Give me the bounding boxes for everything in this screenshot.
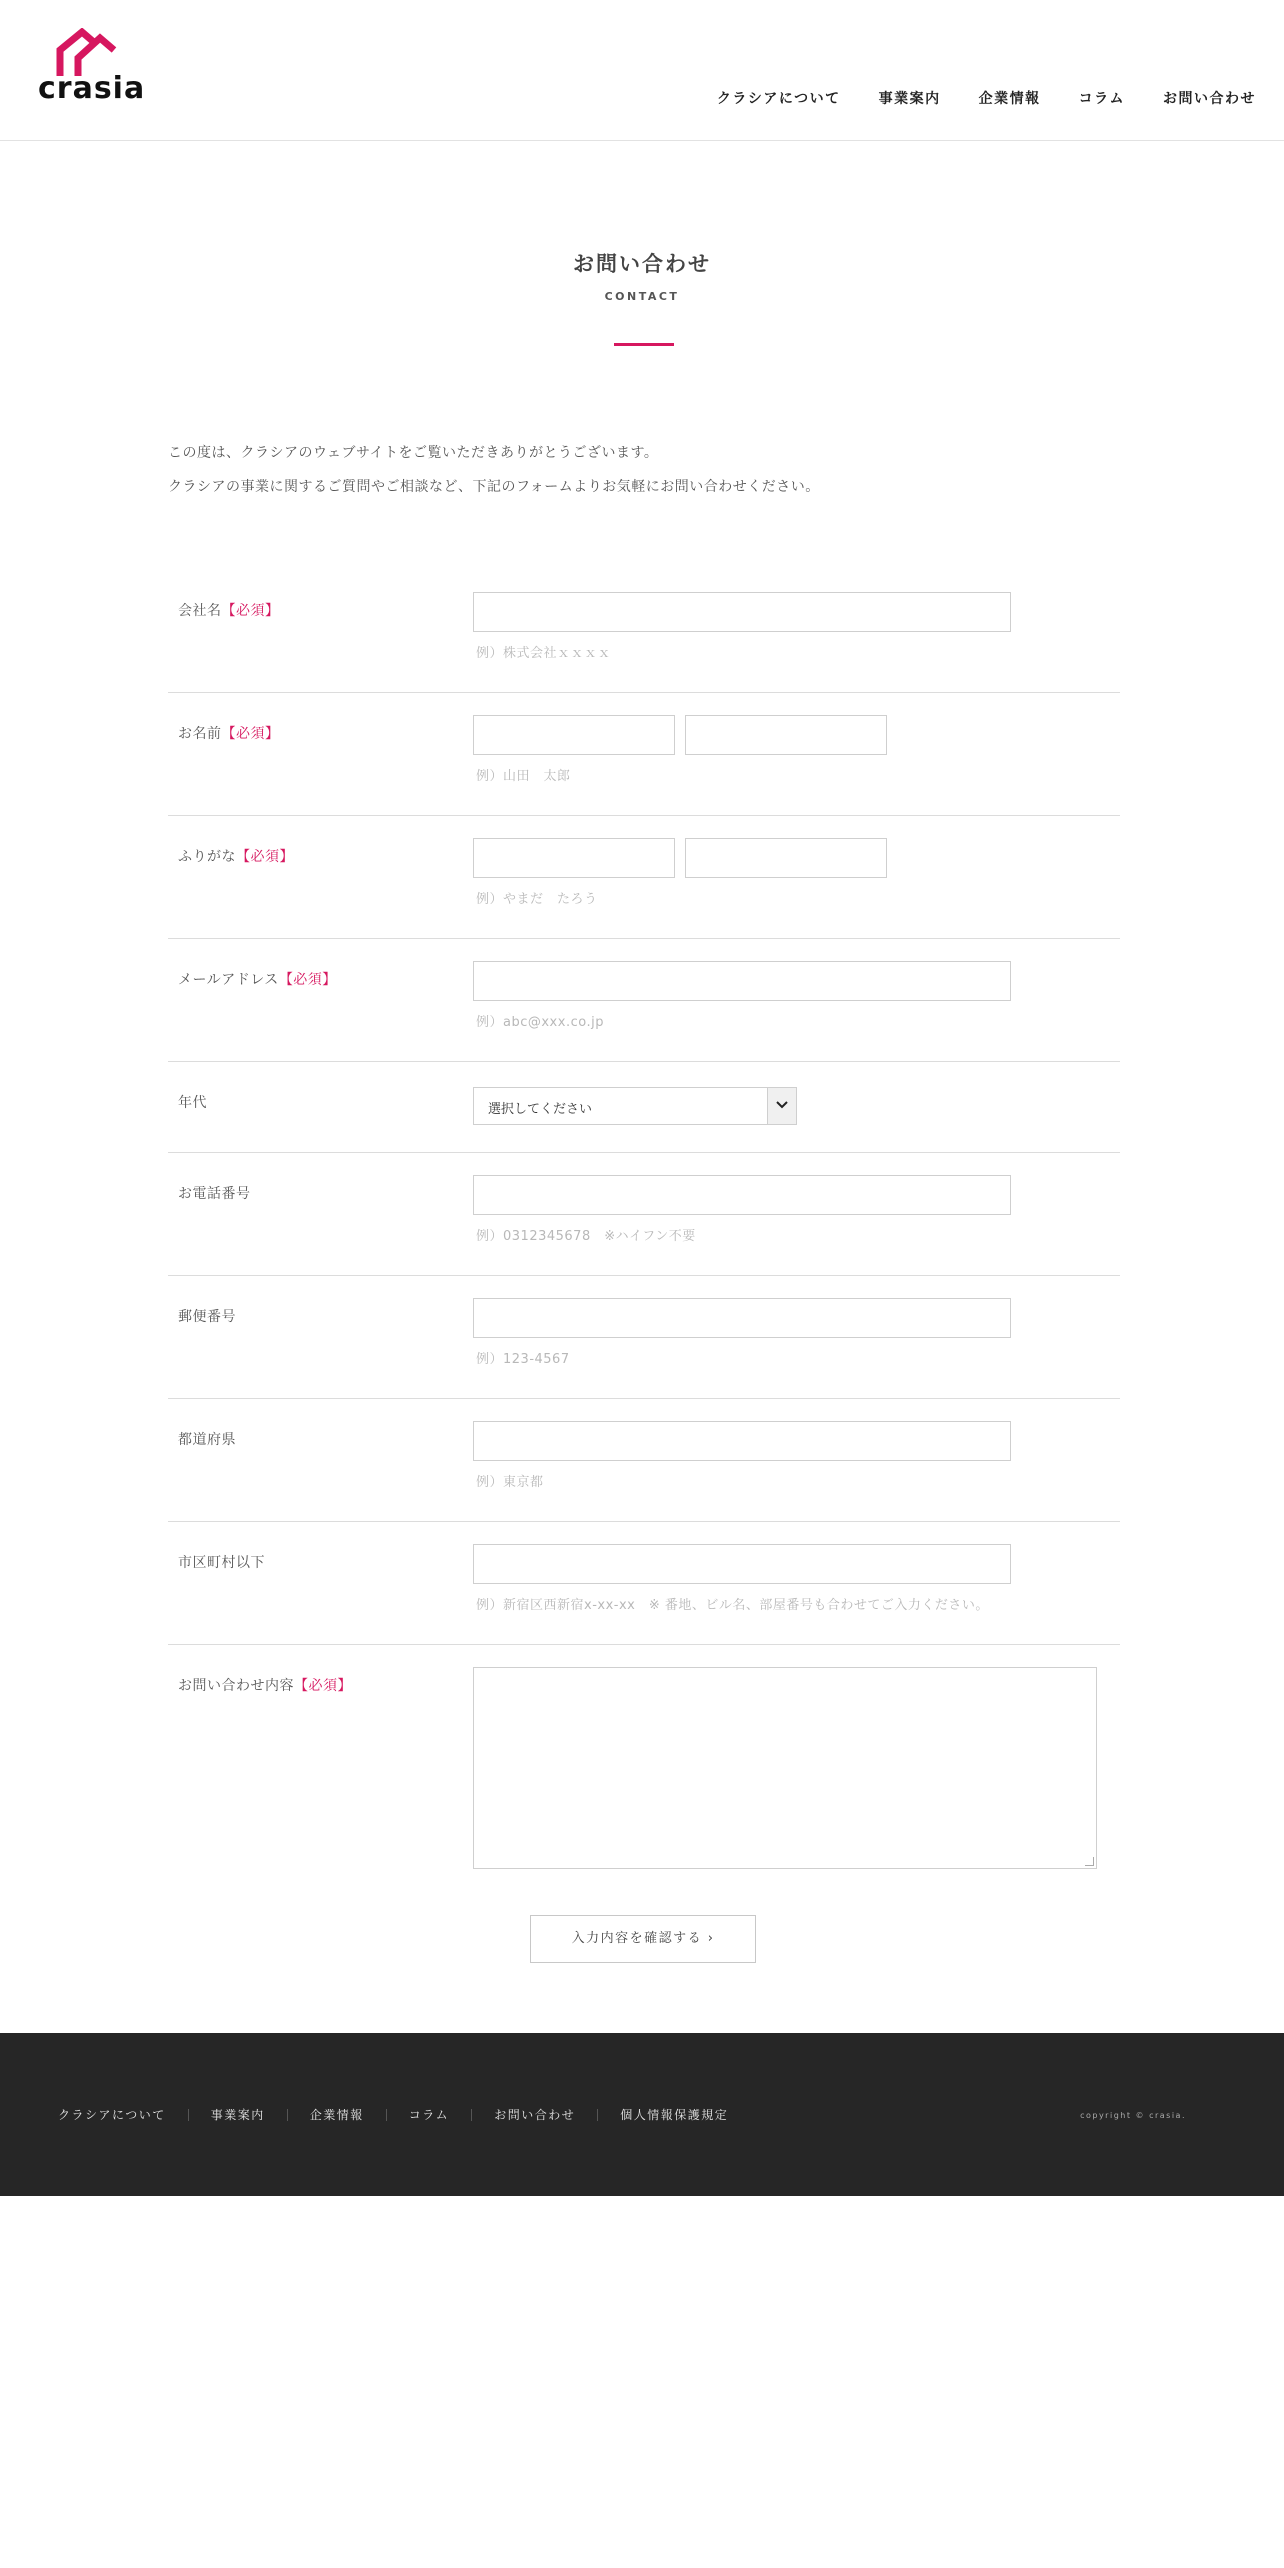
name-hint: 例）山田 太郎 xyxy=(476,769,571,784)
page-subtitle: CONTACT xyxy=(604,290,680,303)
age-label: 年代 xyxy=(178,1095,207,1111)
zip-field xyxy=(473,1298,1011,1367)
phone-input[interactable] xyxy=(473,1175,1011,1215)
company-label xyxy=(178,600,280,620)
row-furigana xyxy=(168,816,1120,939)
furigana-label-text: ふりがな xyxy=(178,849,236,865)
contact-form xyxy=(168,570,1120,1885)
prefecture-label: 都道府県 xyxy=(178,1432,236,1448)
required-mark: 【必須】 xyxy=(221,603,280,619)
nav-contact[interactable]: お問い合わせ xyxy=(1163,91,1256,107)
name-label-text: お名前 xyxy=(178,726,222,742)
required-mark: 【必須】 xyxy=(236,849,294,865)
age-field xyxy=(473,1087,797,1125)
required-mark: 【必須】 xyxy=(221,726,280,742)
prefecture-input[interactable] xyxy=(473,1421,1011,1461)
page-title-block xyxy=(0,248,1284,303)
crasia-logo[interactable] xyxy=(38,28,146,110)
zip-hint: 例）123-4567 xyxy=(476,1352,570,1367)
nav-about[interactable]: クラシアについて xyxy=(716,91,841,107)
first-name-input[interactable] xyxy=(685,715,887,755)
site-footer xyxy=(0,2033,1284,2196)
chevron-down-icon[interactable] xyxy=(767,1088,796,1124)
company-label-text: 会社名 xyxy=(178,603,222,619)
email-label xyxy=(178,969,337,989)
zip-label: 郵便番号 xyxy=(178,1309,236,1325)
city-field xyxy=(473,1544,1011,1613)
email-label-text: メールアドレス xyxy=(178,972,279,988)
row-zip xyxy=(168,1276,1120,1399)
row-message xyxy=(168,1645,1120,1885)
phone-field xyxy=(473,1175,1011,1244)
required-mark: 【必須】 xyxy=(294,1678,352,1694)
intro-line-2: クラシアの事業に関するご質問やご相談など、下記のフォームよりお気軽にお問い合わせください。 xyxy=(168,479,820,495)
footer-link-business[interactable]: 事業案内 xyxy=(210,2108,265,2122)
message-field xyxy=(473,1667,1097,1869)
row-age xyxy=(168,1062,1120,1153)
footer-separator xyxy=(188,2109,189,2121)
city-label: 市区町村以下 xyxy=(178,1555,265,1571)
furigana-label xyxy=(178,846,294,866)
row-phone xyxy=(168,1153,1120,1276)
footer-separator xyxy=(287,2109,288,2121)
logo-wordmark: crasia xyxy=(38,71,146,106)
row-prefecture xyxy=(168,1399,1120,1522)
company-hint: 例）株式会社ｘｘｘｘ xyxy=(476,646,612,661)
name-label xyxy=(178,723,280,743)
footer-separator xyxy=(386,2109,387,2121)
furigana-field xyxy=(473,838,897,907)
phone-hint: 例）0312345678 ※ハイフン不要 xyxy=(476,1229,696,1244)
resize-grip-icon[interactable] xyxy=(1085,1857,1094,1866)
intro-text xyxy=(168,436,820,504)
nav-column[interactable]: コラム xyxy=(1078,91,1125,107)
nav-company[interactable]: 企業情報 xyxy=(978,91,1041,107)
prefecture-field xyxy=(473,1421,1011,1490)
message-textarea[interactable] xyxy=(473,1667,1097,1869)
row-email xyxy=(168,939,1120,1062)
row-city xyxy=(168,1522,1120,1645)
footer-link-column[interactable]: コラム xyxy=(408,2108,450,2122)
name-field xyxy=(473,715,897,784)
copyright: copyright © crasia. xyxy=(1080,2111,1186,2120)
zip-input[interactable] xyxy=(473,1298,1011,1338)
site-header xyxy=(0,0,1284,141)
email-input[interactable] xyxy=(473,961,1011,1001)
footer-link-company[interactable]: 企業情報 xyxy=(309,2108,364,2122)
last-name-input[interactable] xyxy=(473,715,675,755)
message-label xyxy=(178,1675,352,1695)
footer-separator xyxy=(471,2109,472,2121)
company-input[interactable] xyxy=(473,592,1011,632)
page-title: お問い合わせ xyxy=(573,252,711,276)
row-company xyxy=(168,570,1120,693)
email-field xyxy=(473,961,1011,1030)
message-label-text: お問い合わせ内容 xyxy=(178,1678,294,1694)
age-select-value: 選択してください xyxy=(488,1102,593,1117)
first-name-kana-input[interactable] xyxy=(685,838,887,878)
email-hint: 例）abc@xxx.co.jp xyxy=(476,1015,604,1030)
main-nav xyxy=(717,88,1256,108)
nav-business[interactable]: 事業案内 xyxy=(878,91,941,107)
city-input[interactable] xyxy=(473,1544,1011,1584)
footer-link-privacy[interactable]: 個人情報保護規定 xyxy=(620,2108,729,2122)
title-underline xyxy=(614,343,674,346)
footer-link-about[interactable]: クラシアについて xyxy=(58,2108,166,2122)
row-name xyxy=(168,693,1120,816)
phone-label: お電話番号 xyxy=(178,1186,251,1202)
city-hint: 例）新宿区西新宿x-xx-xx ※ 番地、ビル名、部屋番号も合わせてご入力ください。 xyxy=(476,1598,989,1613)
footer-separator xyxy=(597,2109,598,2121)
company-field xyxy=(473,592,1011,661)
footer-link-contact[interactable]: お問い合わせ xyxy=(494,2108,576,2122)
required-mark: 【必須】 xyxy=(278,972,337,988)
last-name-kana-input[interactable] xyxy=(473,838,675,878)
furigana-hint: 例）やまだ たろう xyxy=(476,892,598,907)
prefecture-hint: 例）東京都 xyxy=(476,1475,544,1490)
confirm-button[interactable]: 入力内容を確認する › xyxy=(530,1915,756,1963)
intro-line-1: この度は、クラシアのウェブサイトをご覧いただきありがとうございます。 xyxy=(168,445,659,461)
footer-nav xyxy=(58,2106,728,2123)
age-select[interactable] xyxy=(473,1087,797,1125)
